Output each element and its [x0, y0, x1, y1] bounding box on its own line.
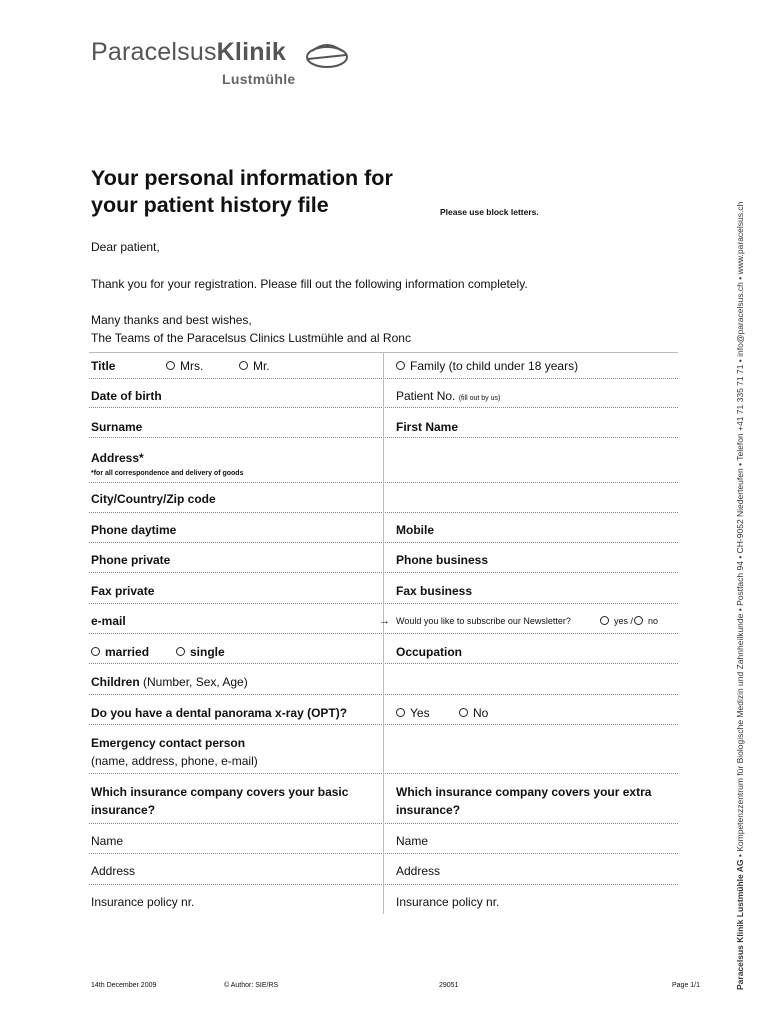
patient-no-label: Patient No. (fill out by us) — [396, 389, 501, 403]
newsletter-no-radio[interactable] — [634, 616, 643, 625]
occupation-label: Occupation — [396, 645, 463, 659]
emergency-note: (name, address, phone, e-mail) — [91, 754, 258, 768]
ins-extra-q1: Which insurance company covers your extra — [396, 785, 652, 799]
logo-subtitle: Lustmühle — [222, 71, 296, 87]
address-note: *for all correspondence and delivery of goods — [91, 470, 244, 477]
newsletter-question: Would you like to subscribe our Newsletter? — [396, 616, 571, 626]
block-letters-note: Please use block letters. — [440, 207, 539, 217]
phone-day-label: Phone daytime — [91, 523, 177, 537]
footer-date: 14th December 2009 — [91, 982, 157, 989]
ins-extra-address: Address — [396, 864, 441, 878]
city-label: City/Country/Zip code — [91, 492, 216, 506]
dental-question: Do you have a dental panorama x-ray (OPT)? — [91, 706, 348, 720]
children-label: Children (Number, Sex, Age) — [91, 675, 248, 689]
single-radio[interactable] — [176, 647, 185, 656]
logo-icon — [304, 39, 350, 73]
option-single[interactable]: single — [176, 643, 225, 661]
greeting: Dear patient, — [91, 240, 160, 254]
title-line-1: Your personal information for — [91, 166, 393, 190]
fax-business-label: Fax business — [396, 584, 473, 598]
ins-basic-q1: Which insurance company covers your basic — [91, 785, 349, 799]
dental-yes-radio[interactable] — [396, 708, 405, 717]
option-family[interactable]: Family (to child under 18 years) — [396, 357, 578, 375]
phone-business-label: Phone business — [396, 553, 489, 567]
first-name-label: First Name — [396, 420, 459, 434]
newsletter-yes-radio[interactable] — [600, 616, 609, 625]
family-radio[interactable] — [396, 361, 405, 370]
title-line-2: your patient history file — [91, 193, 329, 217]
patient-no-note: (fill out by us) — [458, 395, 501, 402]
option-married[interactable]: married — [91, 643, 149, 661]
ins-basic-policy: Insurance policy nr. — [91, 895, 195, 909]
option-mrs[interactable]: Mrs. — [166, 357, 203, 375]
ins-extra-policy: Insurance policy nr. — [396, 895, 500, 909]
footer-author: © Author: SIE/RS — [224, 982, 279, 989]
option-dental-yes[interactable]: Yes — [396, 704, 430, 722]
address-label: Address* — [91, 451, 144, 465]
closing-line-1: Many thanks and best wishes, — [91, 313, 252, 327]
logo-text-1: Paracelsus — [91, 38, 217, 66]
mrs-radio[interactable] — [166, 361, 175, 370]
ins-basic-name: Name — [91, 834, 124, 848]
page-title — [91, 165, 451, 219]
logo-text-2: Klinik — [216, 38, 286, 66]
footer-page: Page 1/1 — [672, 982, 701, 989]
emergency-label: Emergency contact person — [91, 736, 246, 750]
closing-line-2: The Teams of the Paracelsus Clinics Lustmühle and al Ronc — [91, 331, 411, 345]
ins-extra-name: Name — [396, 834, 429, 848]
arrow-icon: → — [379, 615, 390, 627]
option-dental-no[interactable]: No — [459, 704, 488, 722]
mr-radio[interactable] — [239, 361, 248, 370]
dob-label: Date of birth — [91, 389, 162, 403]
option-mr[interactable]: Mr. — [239, 357, 270, 375]
surname-label: Surname — [91, 420, 143, 434]
newsletter-yes[interactable]: yes / — [600, 612, 633, 630]
mobile-label: Mobile — [396, 523, 434, 537]
email-label: e-mail — [91, 614, 126, 628]
married-radio[interactable] — [91, 647, 100, 656]
sidebar-company-info: Paracelsus Klinik Lustmühle AG • Kompetenzzentrum für Biologische Medizin und Zahnheilkunde • Postfach 94 • CH-9052 Niederteufen • Telefon +41 71 335 71 71 • info@paracelsus.ch • www.paracelsus.ch — [735, 201, 745, 990]
ins-basic-address: Address — [91, 864, 136, 878]
fax-private-label: Fax private — [91, 584, 155, 598]
intro-text: Thank you for your registration. Please fill out the following information completely. — [91, 277, 528, 291]
title-label: Title — [91, 359, 116, 373]
ins-extra-q2: insurance? — [396, 803, 461, 817]
logo-wordmark — [91, 38, 286, 67]
newsletter-no[interactable]: no — [634, 612, 658, 630]
ins-basic-q2: insurance? — [91, 803, 156, 817]
dental-no-radio[interactable] — [459, 708, 468, 717]
column-divider — [383, 352, 384, 914]
footer-code: 29051 — [439, 982, 459, 989]
phone-private-label: Phone private — [91, 553, 171, 567]
